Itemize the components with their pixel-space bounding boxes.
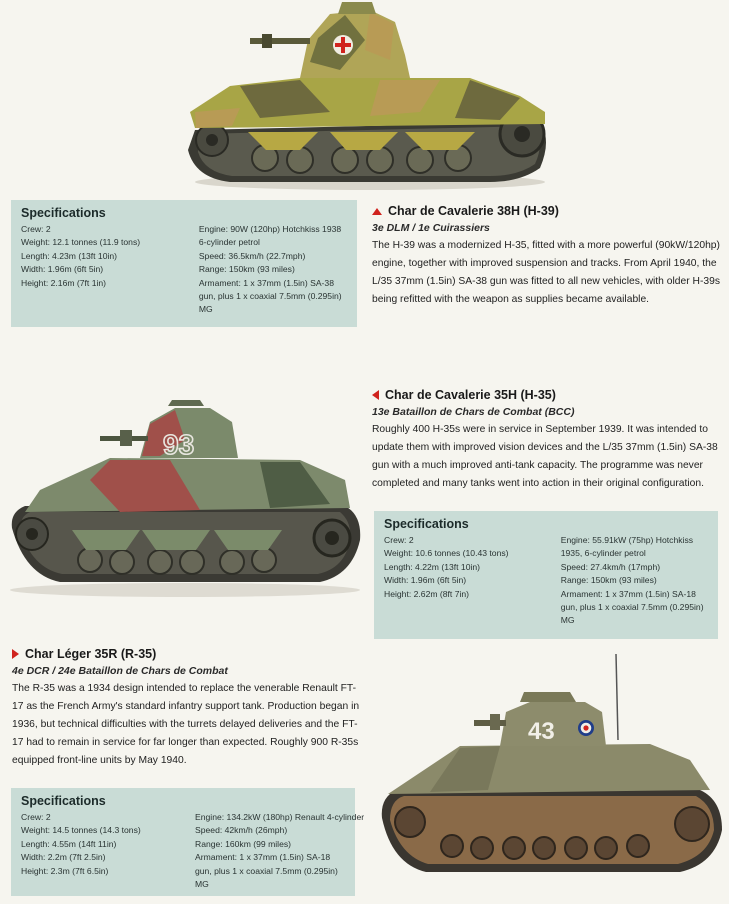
h39-specifications-box bbox=[11, 200, 357, 327]
triangle-left-icon bbox=[372, 390, 379, 400]
h35-spec-crew: Crew: 2 bbox=[384, 535, 414, 545]
h39-spec-range: Range: 150km (93 miles) bbox=[198, 264, 295, 275]
r35-turret-number: 43 bbox=[528, 718, 555, 745]
h39-tank-illustration bbox=[0, 0, 729, 200]
h35-title-text: Char de Cavalerie 35H (H-35) bbox=[385, 388, 556, 402]
r35-spec-width: Width: 2.2m (7ft 2.5in) bbox=[21, 852, 106, 863]
h39-description: The H-39 was a modernized H-35, fitted with a more powerful (90kW/120hp) engine, together with improved suspension and tracks. From April 1940, the L/35 37mm (1.5in) SA-38 gun was fitted to all new vehicles, with older H-39s being refitted with the weapon as supplies became available. bbox=[372, 240, 720, 305]
h35-spec-weight: Weight: 10.6 tonnes (10.43 tons) bbox=[384, 548, 509, 559]
h35-spec-width: Width: 1.96m (6ft 5in) bbox=[384, 575, 467, 586]
h35-specifications-heading: Specifications bbox=[384, 517, 469, 531]
h39-spec-height: Height: 2.16m (7ft 1in) bbox=[21, 277, 107, 288]
triangle-right-icon bbox=[12, 649, 19, 659]
h35-tank-illustration bbox=[0, 400, 370, 600]
h35-spec-range: Range: 150km (93 miles) bbox=[560, 575, 657, 586]
h35-spec-engine: Engine: 55.91kW (75hp) Hotchkiss 1935, 6-cylinder petrol bbox=[560, 535, 694, 559]
r35-tank-illustration bbox=[370, 650, 729, 904]
h35-spec-height: Height: 2.62m (8ft 7in) bbox=[384, 588, 470, 599]
r35-title bbox=[12, 647, 364, 661]
h35-spec-length: Length: 4.22m (13ft 10in) bbox=[384, 561, 481, 572]
r35-spec-weight: Weight: 14.5 tonnes (14.3 tons) bbox=[21, 825, 141, 836]
h39-text-block bbox=[372, 204, 722, 309]
triangle-up-icon bbox=[372, 208, 382, 215]
h39-title bbox=[372, 204, 722, 218]
h35-description: Roughly 400 H-35s were in service in September 1939. It was intended to update them with improved vision devices and the L/35 37mm (1.5in) SA-38 gun with a much improved anti-tank capacity. The programme was never completed and many tanks went into action in their original configuration. bbox=[372, 424, 718, 489]
r35-description: The R-35 was a 1934 design intended to replace the venerable Renault FT-17 as the French Army's standard infantry support tank. Production began in 1936, but technical difficulties with the turrets delayed deliveries and the FT-17 had to remain in service for far longer than expected. Roughly 900 R-35s equipped front-line units by May 1940. bbox=[12, 683, 360, 766]
h35-text-block bbox=[372, 388, 722, 493]
r35-spec-engine: Engine: 134.2kW (180hp) Renault 4-cylinder bbox=[195, 812, 365, 822]
h35-unit: 13e Bataillon de Chars de Combat (BCC) bbox=[372, 406, 575, 418]
h35-title bbox=[372, 388, 722, 402]
h39-spec-engine: Engine: 90W (120hp) Hotchkiss 1938 6-cylinder petrol bbox=[198, 224, 342, 248]
h35-specifications-box bbox=[374, 511, 718, 639]
h39-spec-armament: Armament: 1 x 37mm (1.5in) SA-38 gun, plus 1 x coaxial 7.5mm (0.295in) MG bbox=[198, 277, 342, 315]
r35-unit: 4e DCR / 24e Bataillon de Chars de Combat bbox=[12, 665, 228, 677]
h39-spec-weight: Weight: 12.1 tonnes (11.9 tons) bbox=[21, 237, 141, 248]
r35-spec-armament: Armament: 1 x 37mm (1.5in) SA-18 gun, plus 1 x coaxial 7.5mm (0.295in) MG bbox=[195, 852, 338, 890]
h39-spec-length: Length: 4.23m (13ft 10in) bbox=[21, 250, 118, 261]
r35-specifications-heading: Specifications bbox=[21, 794, 106, 808]
h39-unit: 3e DLM / 1e Cuirassiers bbox=[372, 222, 490, 234]
r35-title-text: Char Léger 35R (R-35) bbox=[25, 647, 157, 661]
h39-spec-crew: Crew: 2 bbox=[21, 224, 51, 234]
r35-spec-range: Range: 160km (99 miles) bbox=[195, 838, 292, 849]
h35-spec-speed: Speed: 27.4km/h (17mph) bbox=[560, 561, 661, 572]
h35-spec-armament: Armament: 1 x 37mm (1.5in) SA-18 gun, plus 1 x coaxial 7.5mm (0.295in) MG bbox=[560, 588, 704, 626]
h35-turret-number: 93 bbox=[163, 429, 195, 460]
h39-title-text: Char de Cavalerie 38H (H-39) bbox=[388, 204, 559, 218]
r35-spec-height: Height: 2.3m (7ft 6.5in) bbox=[21, 865, 109, 876]
h39-spec-speed: Speed: 36.5km/h (22.7mph) bbox=[198, 250, 306, 261]
r35-spec-length: Length: 4.55m (14ft 11in) bbox=[21, 838, 117, 849]
h39-spec-width: Width: 1.96m (6ft 5in) bbox=[21, 264, 104, 275]
r35-spec-crew: Crew: 2 bbox=[21, 812, 51, 822]
r35-spec-speed: Speed: 42km/h (26mph) bbox=[195, 825, 288, 836]
h39-specifications-heading: Specifications bbox=[21, 206, 106, 220]
r35-specifications-box bbox=[11, 788, 365, 896]
r35-text-block bbox=[12, 647, 364, 770]
